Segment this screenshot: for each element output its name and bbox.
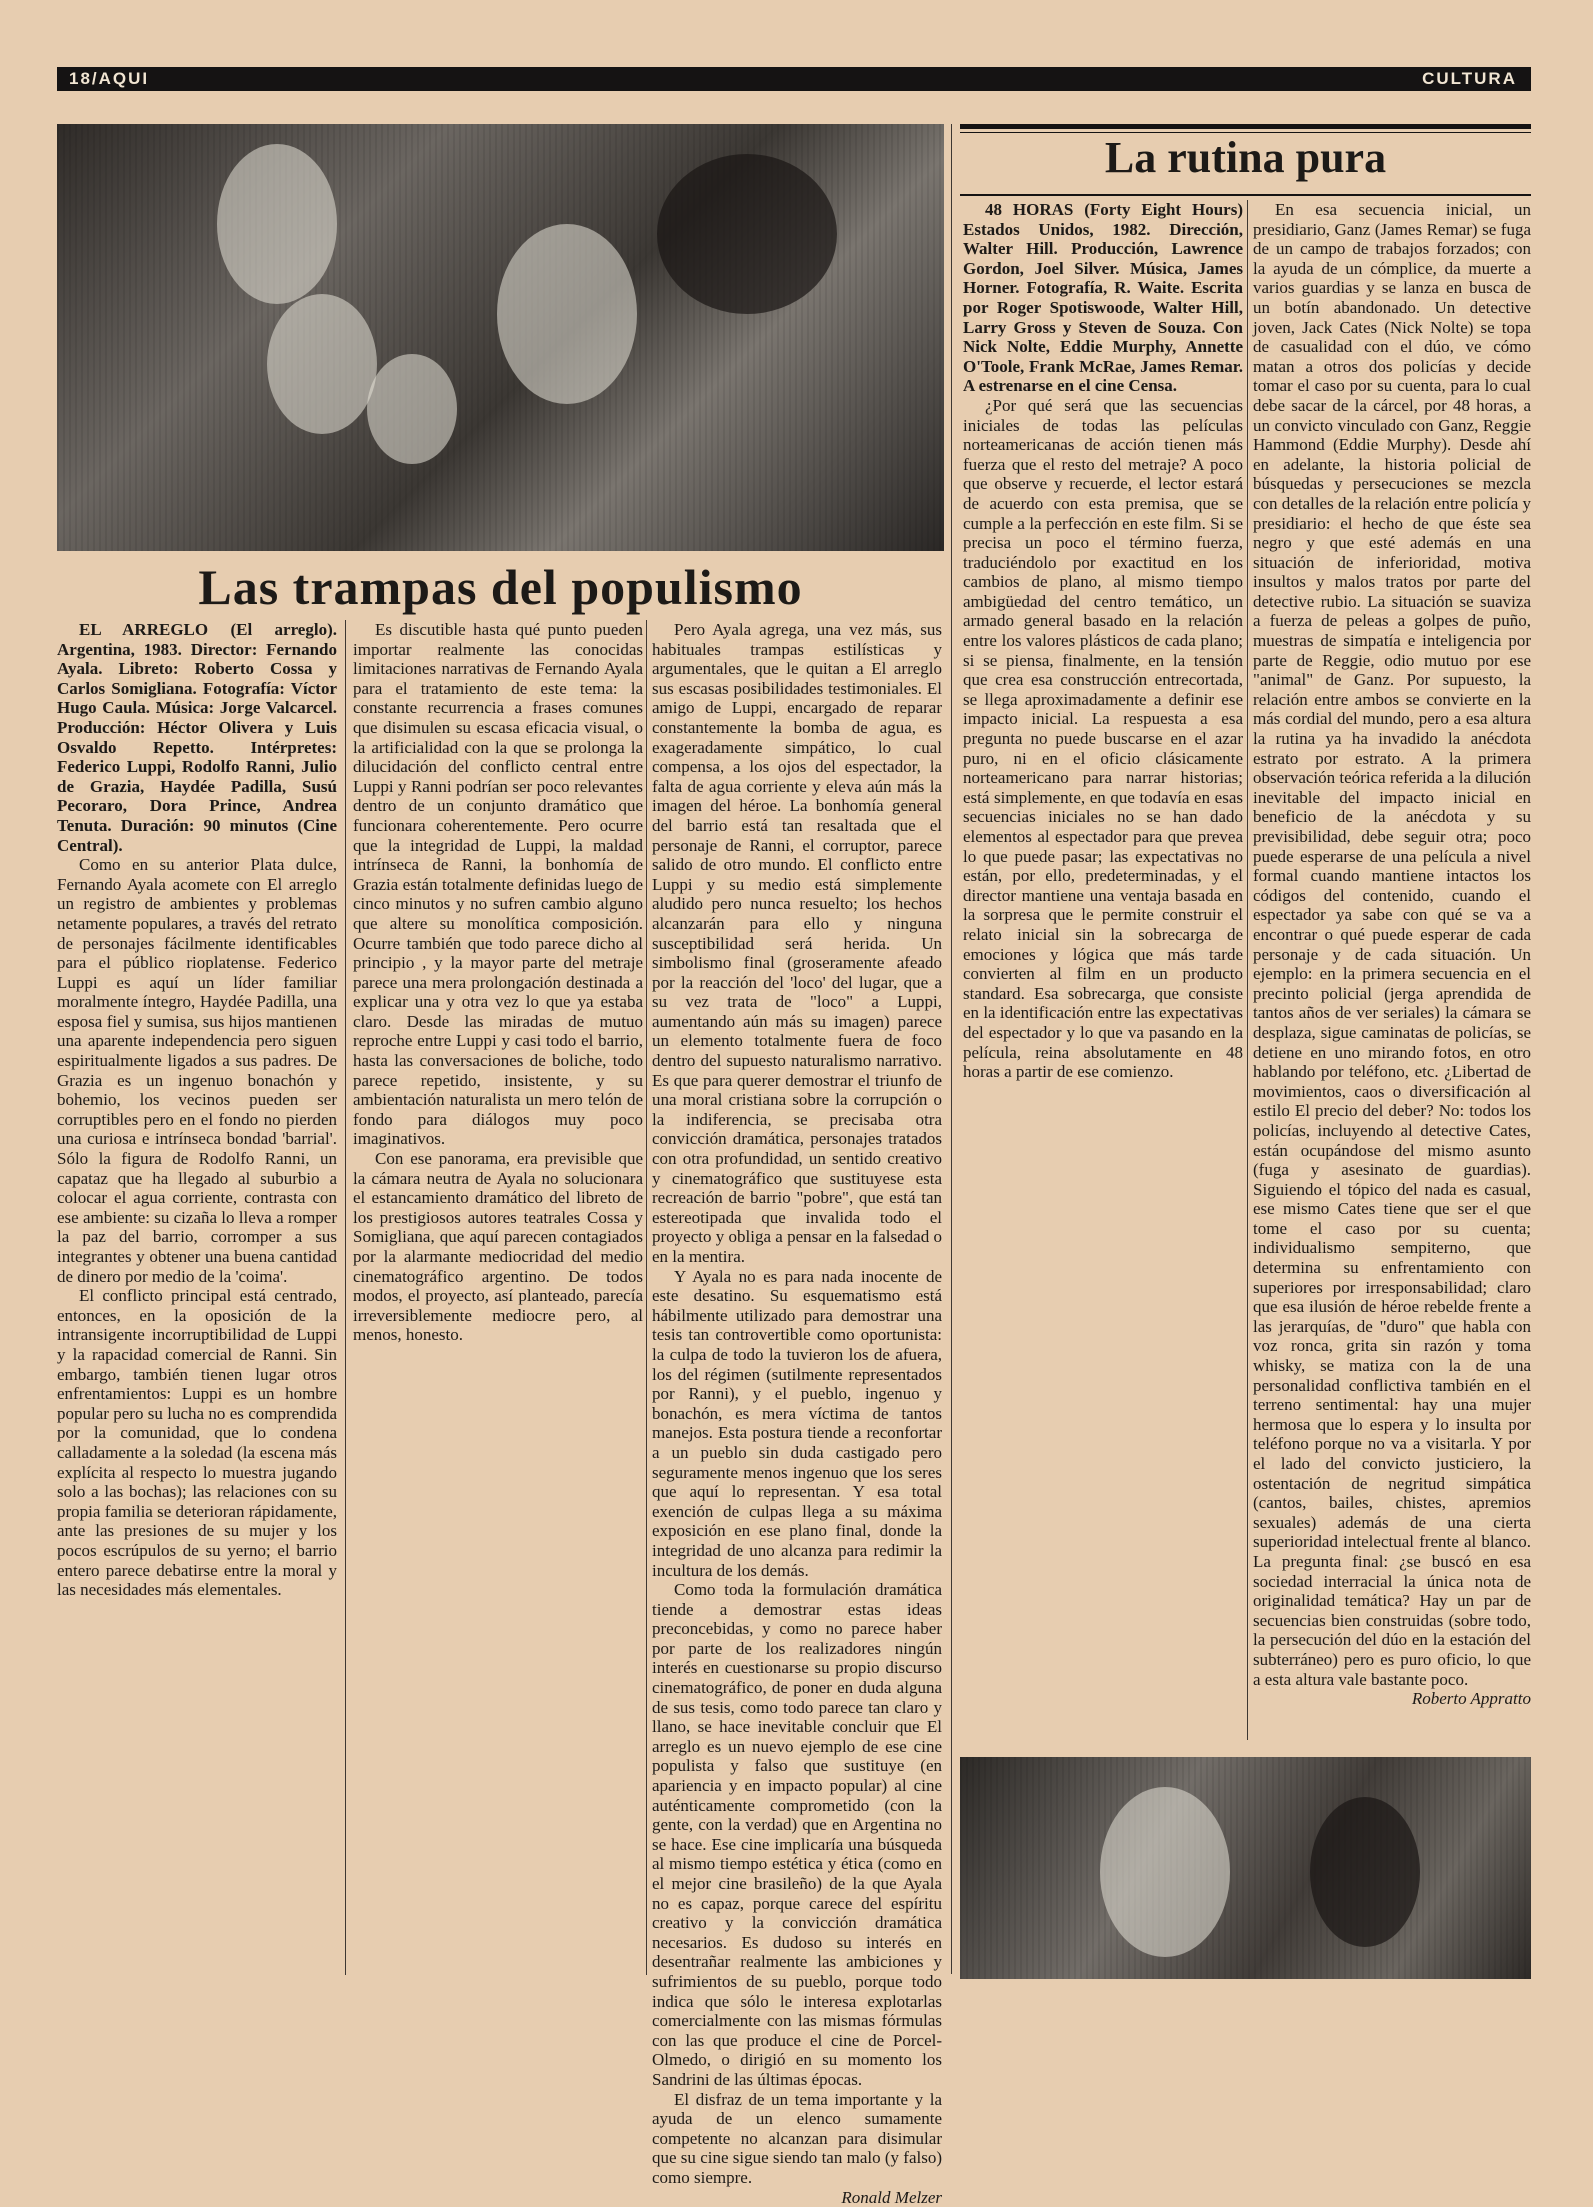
article-2-headline: La rutina pura	[960, 132, 1531, 183]
article-2-paragraph-2: En esa secuencia inicial, un presidiario, Ganz (James Remar) se fuga de un campo de trabajos forzados; con la ayuda de un cómplice, da muerte a varios guardias y se lanza en busca de un botín abandonado. Un detective joven, Jack Cates (Nick Nolte) se topa de casualidad con el dúo, ve cómo matan a otros dos policías y decide tomar el caso por su cuenta, para lo cual debe sacar de la cárcel, por 48 horas, a un convicto vinculado con Ganz, Reggie Hammond (Eddie Murphy). Desde ahí en adelante, la historia policial de búsquedas y persecuciones se mezcla con detalles de la relación entre policía y presidiario: el hecho de que éste sea negro y que esté además en una situación de inferioridad, motiva insultos y malos tratos por parte del detective rubio. La situación se suaviza a fuerza de peleas a golpes de puño, muestras de simpatía e inteligencia por parte de Reggie, odio mutuo por ese "animal" de Ganz. Por supuesto, la relación entre ambos se convierte en la más cordial del mundo, pero a esa altura la rutina ya ha invadido la anécdota estrato por estrato. A la primera observación teórica referida a la dilución inevitable del impacto inicial en beneficio de la anécdota y su previsibilidad, debe seguir otra; poco puede esperarse de una película a nivel formal cuando mantiene intactos los códigos del contenido, cuando el espectador ya sabe con qué se va a encontrar o qué puede esperar de cada personaje y de cada situación. Un ejemplo: en la primera secuencia en el precinto policial (jerga aprendida de tantos años de ver seriales) la cámara se desplaza, sigue caminatas de policías, se detiene en uno mirando fotos, en otro hablando por teléfono, etc. ¿Libertad de movimientos, caos o diversificación al estilo El precio del deber? No: todos los policías, incluyendo al detective Cates, están ocupándose del mismo asunto (fuga y asesinato de guardias). Siguiendo el tópico del nada es casual, ese mismo Cates tiene que ser el que tome el caso por su cuenta; individualismo sempiterno, que determina su enfrentamiento con superiores por irresponsabilidad; claro que esa ilusión de héroe rebelde frente a las jerarquías, de "duro" que habla con voz ronca, grita sin razón y toma whisky, se matiza con la de una personalidad conflictiva también en el terreno sentimental: hay una mujer hermosa que lo espera y lo insulta por teléfono porque no va a visitarla. Y por el lado del convicto justiciero, la ostentación de negritud simpática (cantos, bailes, chistes, apremios sexuales) además de una cierta superioridad intelectual frente al blanco. La pregunta final: ¿se buscó en esa sociedad interracial la única nota de originalidad temática? Hay un par de secuencias bien construidas (sobre todo, la persecución del dúo en la estación del subterráneo) pero es puro oficio, lo que a esta altura vale bastante poco.	[1253, 200, 1531, 1689]
article-1-headline: Las trampas del populismo	[57, 558, 944, 616]
article-1-paragraph-3: Es discutible hasta qué punto pueden importar realmente las conocidas limitaciones narrativas de Fernando Ayala para el tratamiento de este tema: la constante recurrencia a frases comunes que disimulen su escasa eficacia visual, o la artificialidad con la que se prolonga la dilucidación del conflicto central entre Luppi y Ranni podrían ser poco relevantes dentro de un conjunto dramático que funcionara coherentemente. Pero ocurre que la integridad de Luppi, la maldad intrínseca de Ranni, la bonhomía de Grazia están totalmente definidas luego de cinco minutos y no sufren cambio alguno que altere su monolítica composición. Ocurre también que todo parece dicho al principio , y la mayor parte del metraje parece una mera prolongación destinada a explicar una y otra vez lo que ya estaba claro. Desde las miradas de mutuo reproche entre Luppi y casi todo el barrio, hasta las conversaciones de boliche, todo parece repetido, insistente, y su ambientación naturalista un mero telón de fondo para diálogos muy poco imaginativos.	[353, 620, 643, 1149]
page-label: 18/AQUI	[69, 67, 149, 91]
article-2-credits: 48 HORAS (Forty Eight Hours) Estados Unidos, 1982. Dirección, Walter Hill. Producción, Lawrence Gordon, Joel Silver. Música, James Horner. Fotografía, R. Waite. Escrita por Roger Spotiswoode, Walter Hill, Larry Gross y Steven de Souza. Con Nick Nolte, Eddie Murphy, Annette O'Toole, Frank McRae, James Remar. A estrenarse en el cine Censa.	[963, 200, 1243, 396]
section-label: CULTURA	[1422, 67, 1517, 91]
article-2-paragraph-1: ¿Por qué será que las secuencias iniciales de todas las películas norteamericanas de acción tienen más fuerza que el resto del metraje? A poco que observe y recuerde, el lector estará de acuerdo con esta premisa, que se cumple a la perfección en este film. Si se precisa un poco el término fuerza, traduciéndolo por exactitud en los cambios de plano, al mismo tiempo ambigüedad del centro temático, un armado general basado en la relación entre los valores plásticos de cada plano; si se piensa, finalmente, en la tensión que crea esa construcción entrecortada, se llega aproximadamente a definir ese impacto inicial. La respuesta a esa pregunta no puede buscarse en el azar puro, ni en el oficio clásicamente norteamericano para narrar historias; está simplemente, en que todavía en esas secuencias iniciales no se han dado elementos al espectador para que prevea lo que puede pasar; las expectativas no están, por ello, predeterminadas, y el director mantiene una ventaja basada en la sorpresa que le permite construir el relato inicial sin la sobrecarga de emociones y lógica que más tarde convierten al film en un producto standard. Esa sobrecarga, que consiste en la identificación entre las expectativas del espectador y lo que va pasando en la película, reina absolutamente en 48 horas a partir de ese comienzo.	[963, 396, 1243, 1082]
article-1-column-3	[652, 620, 942, 2207]
article-2-author: Roberto Appratto	[1253, 1689, 1531, 1709]
article-1-author: Ronald Melzer	[652, 2188, 942, 2207]
article-2-column-1	[963, 200, 1243, 1082]
film-still-photo-1	[57, 124, 944, 551]
film-still-photo-2	[960, 1757, 1531, 1979]
article-1-paragraph-8: El disfraz de un tema importante y la ayuda de un elenco sumamente competente no alcanzan para disimular que su cine sigue siendo tan malo (y falso) como siempre.	[652, 2090, 942, 2188]
page-header-bar	[57, 67, 1531, 91]
article-1-column-2	[353, 620, 643, 1345]
article-1-paragraph-6: Y Ayala no es para nada inocente de este desatino. Su esquematismo está hábilmente utilizado para demostrar una tesis tan controvertible como oportunista: la culpa de todo la tuvieron los de afuera, los del régimen (sutilmente representados por Ranni), y el pueblo, ingenuo y bonachón, es mera víctima de tantos manejos. Esta postura tiende a reconfortar a un pueblo sin duda castigado pero seguramente menos ingenuo que los seres que aquí lo representan. Y esa total exención de culpas llega a su máxima exposición en ese plano final, donde la integridad de uno alcanza para redimir la incultura de los demás.	[652, 1267, 942, 1581]
article-1-paragraph-5: Pero Ayala agrega, una vez más, sus habituales trampas estilísticas y argumentales, que le quitan a El arreglo sus escasas posibilidades testimoniales. El amigo de Luppi, encargado de reparar constantemente la bomba de agua, es exageradamente simpático, lo cual compensa, a los ojos del espectador, la falta de agua corriente y eleva aún más la imagen del héroe. La bonhomía general del barrio está tan resaltada que el personaje de Ranni, el corruptor, parece salido de otro mundo. El conflicto entre Luppi y su medio está simplemente aludido pero nunca resuelto; los hechos alcanzarán para ello y ninguna susceptibilidad será herida. Un simbolismo final (groseramente afeado por la reacción del 'loco' del lugar, que a su vez trata de "loco" a Luppi, aumentando aún más su imagen) parece un elemento totalmente fuera de foco dentro del supuesto naturalismo narrativo. Es que para querer demostrar el triunfo de una moral cristiana sobre la corrupción o la indiferencia, se precisaba otra convicción dramática, personajes tratados con otra profundidad, un sentido creativo y cinematográfico que sustituyese esta recreación de barrio "pobre", que está tan estereotipada que invalida todo el proyecto y obliga a pensar en la falsedad o en la mentira.	[652, 620, 942, 1267]
article-1-credits: EL ARREGLO (El arreglo). Argentina, 1983. Director: Fernando Ayala. Libreto: Roberto Cossa y Carlos Somigliana. Fotografía: Víctor Hugo Caula. Música: Jorge Valcarcel. Producción: Héctor Olivera y Luis Osvaldo Repetto. Intérpretes: Federico Luppi, Rodolfo Ranni, Julio de Grazia, Haydée Padilla, Susú Pecoraro, Dora Prince, Andrea Tenuta. Duración: 90 minutos (Cine Central).	[57, 620, 337, 855]
article-1-paragraph-2: El conflicto principal está centrado, entonces, en la oposición de la intransigente incorruptibilidad de Luppi y la rapacidad comercial de Ranni. Sin embargo, también tienen lugar otros enfrentamientos: Luppi es un hombre popular pero su lucha no es comprendida por la comunidad, que lo condena calladamente a la soledad (la escena más explícita al respecto lo muestra jugando solo a las bochas); las relaciones con su propia familia se deterioran rápidamente, ante las presiones de su mujer y los pocos escrúpulos de su yerno; el barrio entero parece debatirse entre la moral y las necesidades más elementales.	[57, 1286, 337, 1600]
article-1-paragraph-1: Como en su anterior Plata dulce, Fernando Ayala acomete con El arreglo un registro de ambientes y problemas netamente populares, a través del retrato de personajes fácilmente identificables para el público rioplatense. Federico Luppi es aquí un líder familiar moralmente íntegro, Haydée Padilla, una esposa fiel y sumisa, sus hijos mantienen una aparente independencia pero siguen espiritualmente ligados a sus padres. De Grazia es un ingenuo bonachón y bohemio, los vecinos pueden ser corruptibles pero en el fondo no pierden una curiosa e intrínseca bondad 'barrial'. Sólo la figura de Rodolfo Ranni, un capataz que ha llegado al suburbio a colocar el agua corriente, contrasta con ese ambiente: su cizaña lo lleva a romper la paz del barrio, corromper a sus integrantes y obtener una buena cantidad de dinero por medio de la 'coima'.	[57, 855, 337, 1286]
article-2-column-2	[1253, 200, 1531, 1709]
article-1-paragraph-7: Como toda la formulación dramática tiende a demostrar estas ideas preconcebidas, y como no parece haber por parte de los realizadores ningún interés en cuestionarse su propio discurso cinematográfico, de poner en duda alguna de sus tesis, como todo parece tan claro y llano, se hace inevitable concluir que El arreglo es un nuevo ejemplo de ese cine populista y falso que sustituye (en apariencia y en impacto popular) al cine auténticamente comprometido (con la gente, con la verdad) que en Argentina no se hace. Ese cine implicaría una búsqueda al mismo tiempo estética y ética (como en el mejor cine brasileño) de la que Ayala no es capaz, porque carece del espíritu creativo y la convicción dramática necesarios. Es dudoso su interés en desentrañar realmente las ambiciones y sufrimientos de su pueblo, porque todo indica que sólo le interesa explotarlas comercialmente con las mismas fórmulas con las que produce el cine de Porcel-Olmedo, o dirigió en su momento los Sandrini de las últimas épocas.	[652, 1580, 942, 2089]
article-1-column-1	[57, 620, 337, 1600]
article-1-paragraph-4: Con ese panorama, era previsible que la cámara neutra de Ayala no solucionara el estancamiento dramático del libreto de los prestigiosos autores teatrales Cossa y Somigliana, que aquí parecen contagiados por la alarmante mediocridad del medio cinematográfico argentino. De todos modos, el proyecto, así planteado, parecía irreversiblemente mediocre pero, al menos, honesto.	[353, 1149, 643, 1345]
